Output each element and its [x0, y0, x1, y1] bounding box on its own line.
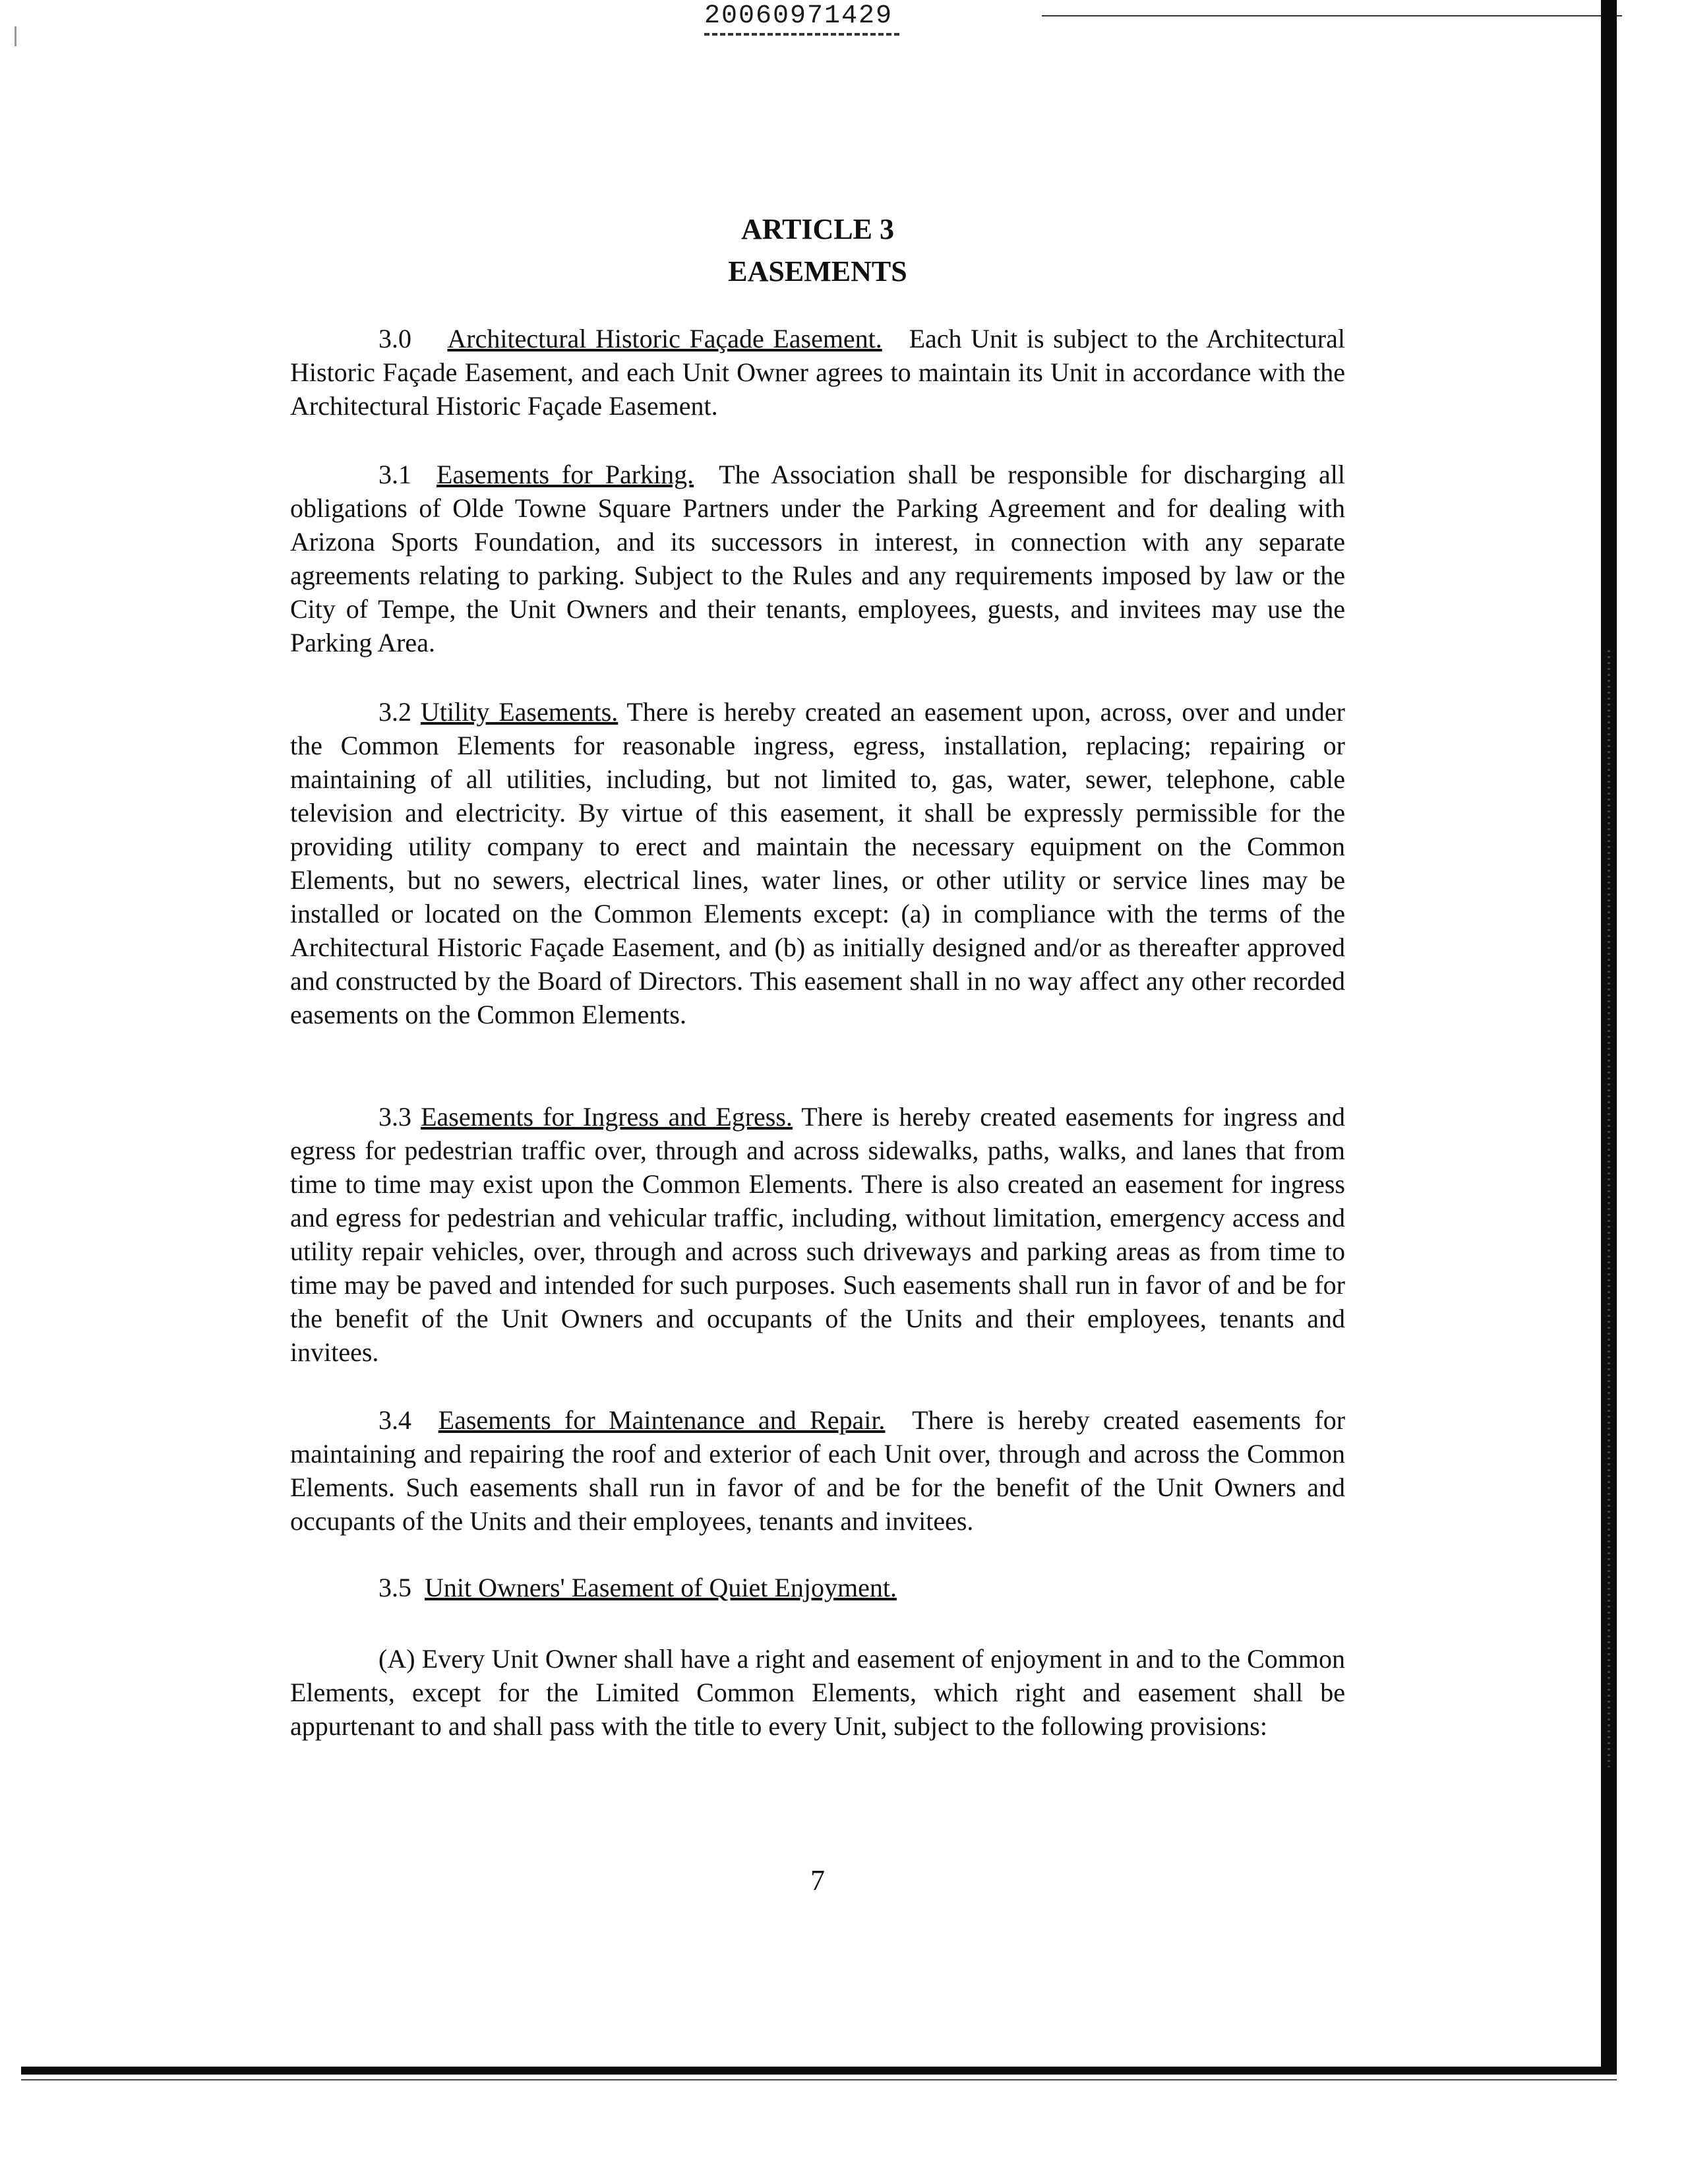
section-text: There is hereby created easements for ingress and egress for pedestrian traffic over, through and across sidewalks, paths, walks, and lanes that from time to time may exist upon the Common Elements. There is also created an easement for ingress and egress for pedestrian and vehicular traffic, including, without limitation, emergency access and utility repair vehicles, over, through and across such driveways and parking areas as from time to time may be paved and intended for such purposes. Such easements shall run in favor of and be for the benefit of the Unit Owners and occupants of the Units and their employees, tenants and invitees.	[290, 1102, 1345, 1367]
section-paragraph	[290, 322, 1345, 423]
section-paragraph	[290, 1642, 1345, 1743]
section-3-1	[290, 458, 1345, 659]
recording-number-underline	[704, 33, 899, 36]
scan-noise	[1608, 646, 1610, 1767]
recording-number: 20060971429	[704, 1, 893, 31]
scan-border-bottom-thin	[21, 2079, 1617, 2080]
section-paragraph	[290, 458, 1345, 659]
section-paragraph	[290, 1571, 1345, 1604]
section-3-4	[290, 1403, 1345, 1538]
section-text: (A) Every Unit Owner shall have a right and easement of enjoyment in and to the Common Elements, except for the Limited Common Elements, which right and easement shall be appurtenant to and shall pass with the title to every Unit, subject to the following provisions:	[290, 1644, 1345, 1741]
scan-border-bottom	[21, 2067, 1617, 2075]
section-paragraph	[290, 1403, 1345, 1538]
section-3-2	[290, 695, 1345, 1031]
section-number: 3.3	[378, 1102, 411, 1132]
section-text: Each Unit is subject to the Architectural Historic Façade Easement, and each Unit Owner agrees to maintain its Unit in accordance with the Architectural Historic Façade Easement.	[290, 324, 1345, 421]
section-text: The Association shall be responsible for discharging all obligations of Olde Towne Square Partners under the Parking Agreement and for dealing with Arizona Sports Foundation, and its successors in interest, in connection with any separate agreements relating to parking. Subject to the Rules and any requirements imposed by law or the City of Tempe, the Unit Owners and their tenants, employees, guests, and invitees may use the Parking Area.	[290, 460, 1345, 657]
section-number: 3.5	[378, 1573, 411, 1602]
scan-speck	[15, 26, 16, 46]
section-heading: Unit Owners' Easement of Quiet Enjoyment.	[425, 1573, 897, 1602]
section-heading: Easements for Maintenance and Repair.	[438, 1405, 886, 1435]
section-number: 3.4	[378, 1405, 411, 1435]
section-number: 3.0	[378, 324, 411, 353]
section-text: There is hereby created an easement upon, across, over and under the Common Elements for reasonable ingress, egress, installation, replacing; repairing or maintaining of all utilities, including, but not limited to, gas, water, sewer, telephone, cable television and electricity. By virtue of this easement, it shall be expressly permissible for the providing utility company to erect and maintain the necessary equipment on the Common Elements, but no sewers, electrical lines, water lines, or other utility or service lines may be installed or located on the Common Elements except: (a) in compliance with the terms of the Architectural Historic Façade Easement, and (b) as initially designed and/or as thereafter approved and constructed by the Board of Directors. This easement shall in no way affect any other recorded easements on the Common Elements.	[290, 697, 1345, 1029]
section-heading: Architectural Historic Façade Easement.	[447, 324, 882, 353]
page-number: 7	[810, 1864, 825, 1896]
section-heading: Easements for Parking.	[437, 460, 694, 489]
section-paragraph	[290, 1100, 1345, 1369]
top-rule	[1042, 15, 1622, 16]
section-number: 3.2	[378, 697, 411, 727]
section-heading: Easements for Ingress and Egress.	[421, 1102, 793, 1132]
section-paragraph	[290, 695, 1345, 1031]
section-3-0	[290, 322, 1345, 423]
section-3-5-a	[290, 1642, 1345, 1743]
article-subtitle: EASEMENTS	[728, 255, 907, 288]
section-3-5	[290, 1571, 1345, 1604]
section-text: There is hereby created easements for maintaining and repairing the roof and exterior of each Unit over, through and across the Common Elements. Such easements shall run in favor of and be for the benefit of the Unit Owners and occupants of the Units and their employees, tenants and invitees.	[290, 1405, 1346, 1536]
article-title: ARTICLE 3	[741, 213, 894, 245]
section-number: 3.1	[378, 460, 411, 489]
section-3-3	[290, 1100, 1345, 1369]
section-heading: Utility Easements.	[420, 697, 618, 727]
